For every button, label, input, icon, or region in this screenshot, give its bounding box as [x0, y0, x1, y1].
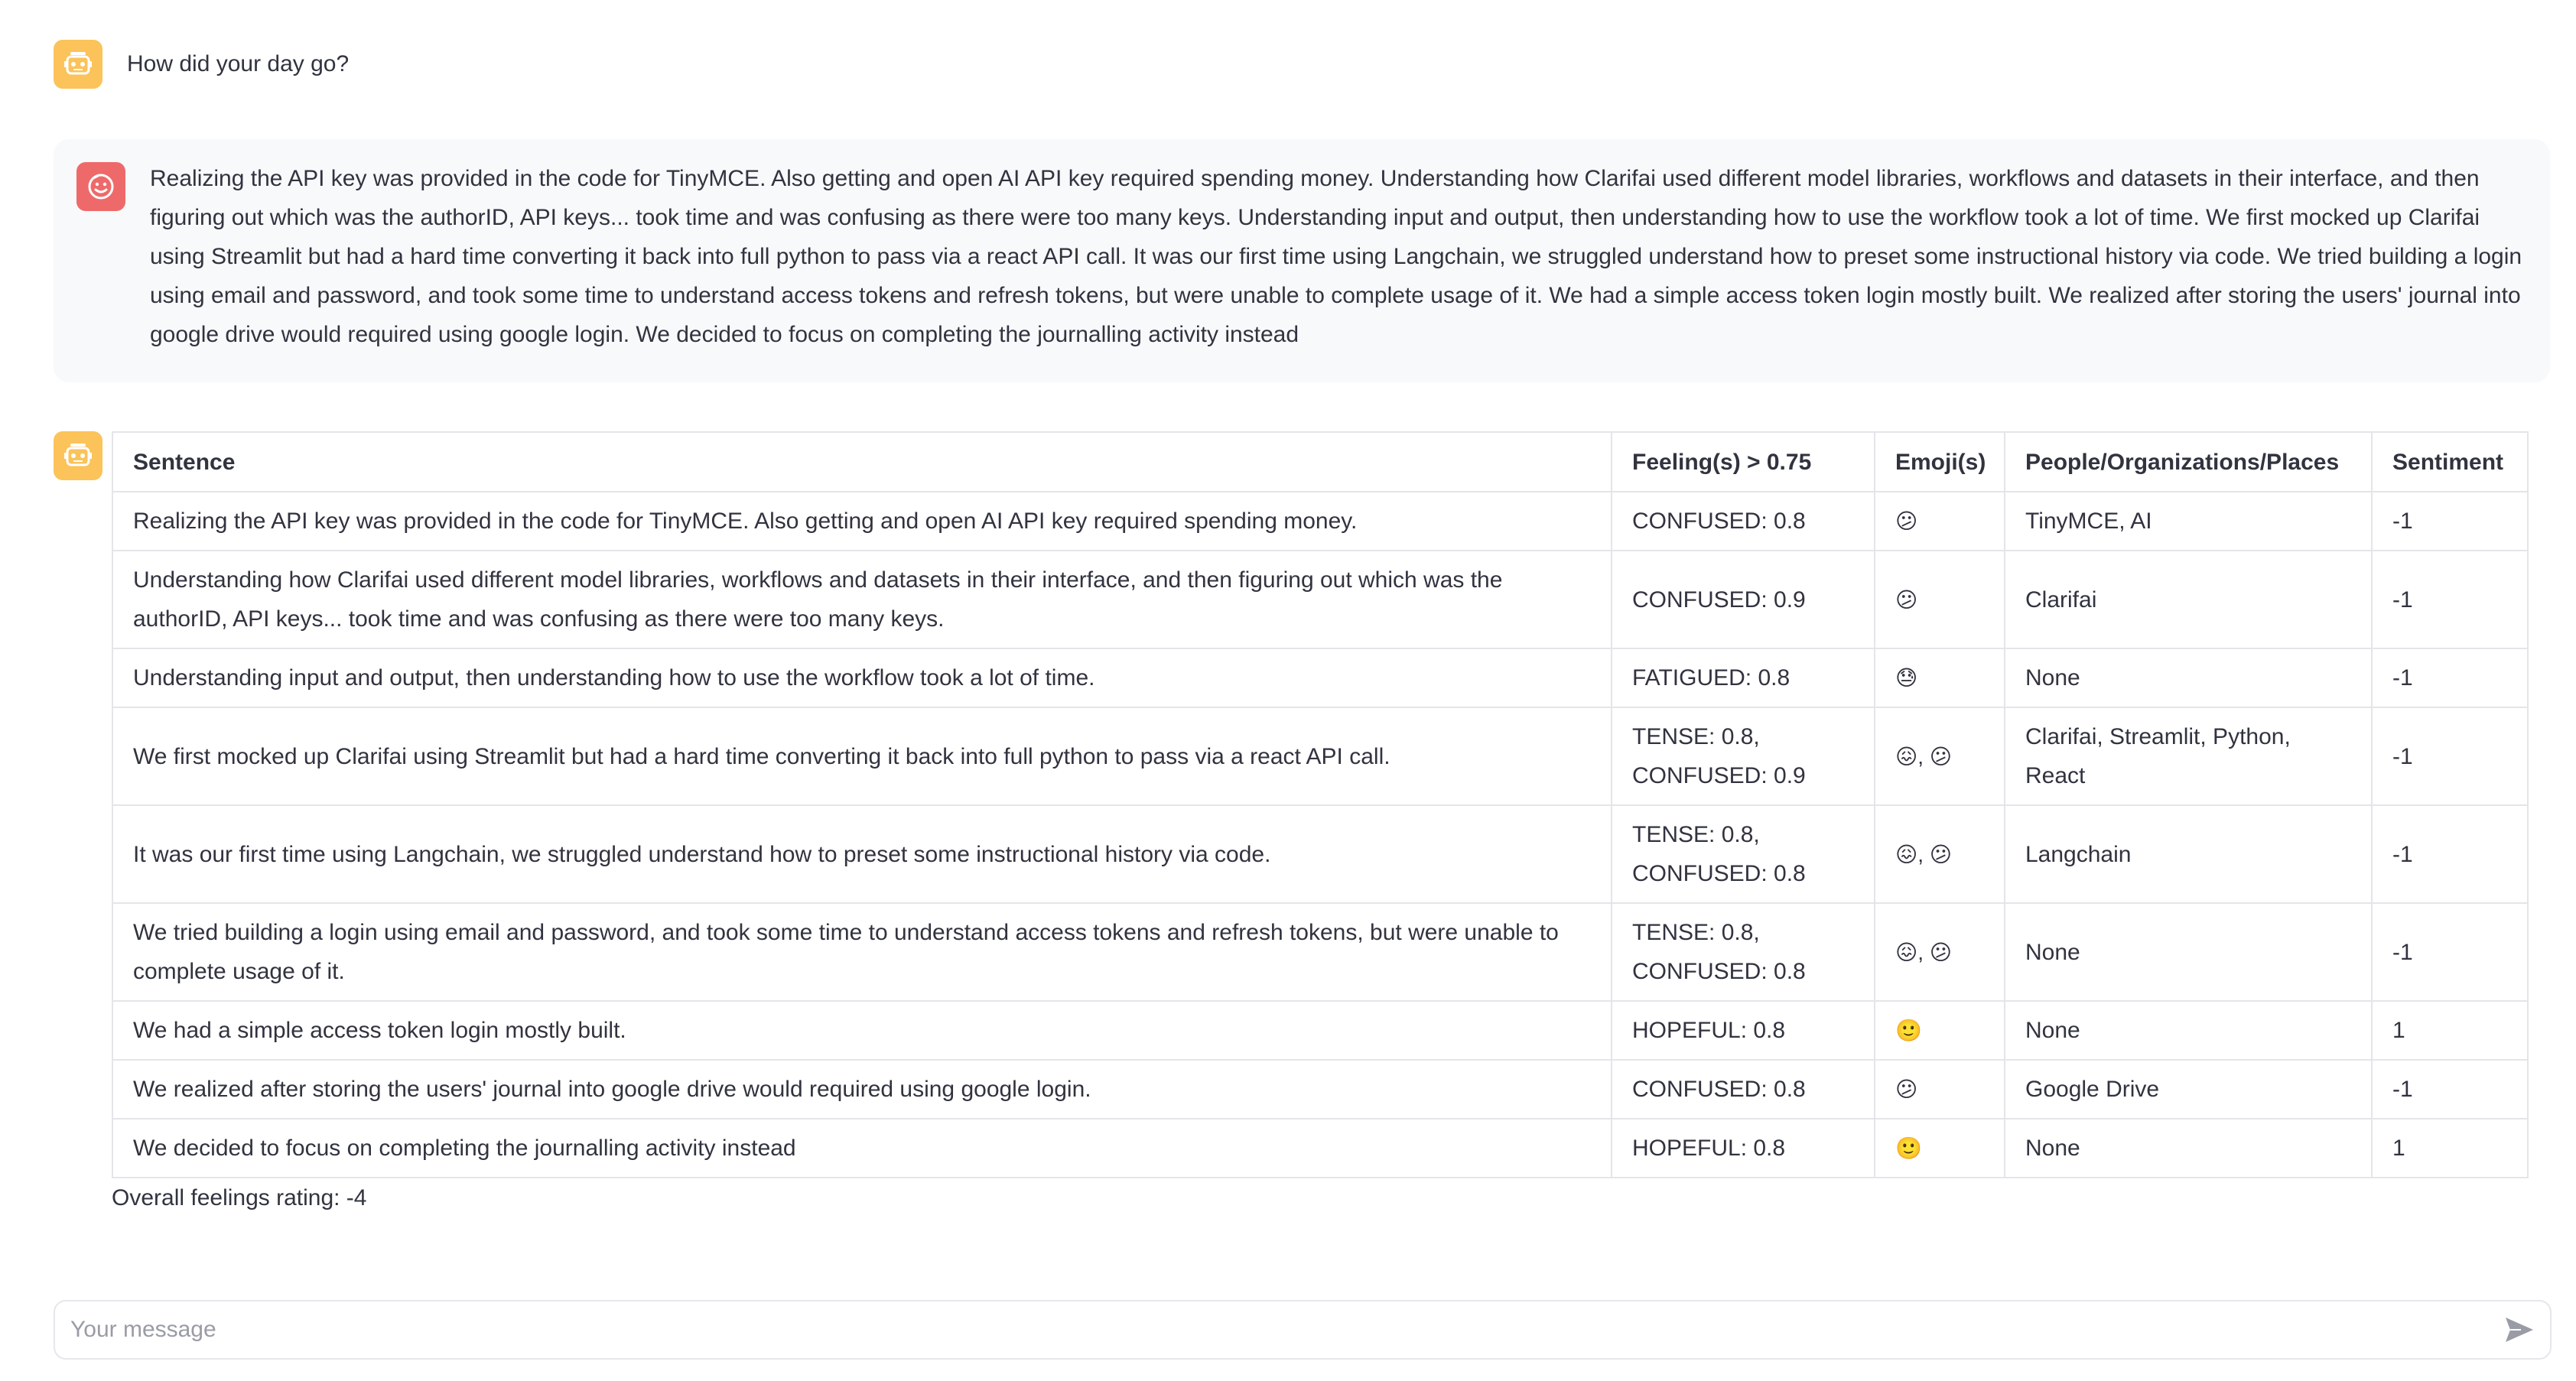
table-row [112, 903, 2528, 1001]
cell-sentence: Understanding input and output, then understanding how to use the workflow took a lot of time. [112, 648, 1612, 707]
table-row [112, 805, 2528, 903]
user-message [54, 139, 2550, 382]
chat-input-container [54, 1300, 2552, 1360]
cell-emoji: 😖, 😕 [1875, 707, 2005, 805]
cell-entities: Clarifai [2005, 551, 2372, 648]
header-entities: People/Organizations/Places [2005, 432, 2372, 492]
cell-sentiment: 1 [2372, 1119, 2528, 1178]
cell-sentiment: -1 [2372, 805, 2528, 903]
cell-sentence: We tried building a login using email and password, and took some time to understand access tokens and refresh tokens, but were unable to complete usage of it. [112, 903, 1612, 1001]
cell-feelings: HOPEFUL: 0.8 [1612, 1001, 1875, 1060]
cell-feelings: TENSE: 0.8, CONFUSED: 0.9 [1612, 707, 1875, 805]
cell-entities: TinyMCE, AI [2005, 492, 2372, 551]
header-feelings: Feeling(s) > 0.75 [1612, 432, 1875, 492]
send-icon[interactable] [2503, 1313, 2536, 1347]
cell-emoji: 🙂 [1875, 1001, 2005, 1060]
chat-input[interactable] [69, 1316, 2503, 1344]
analysis-body [112, 431, 2550, 1215]
header-sentiment: Sentiment [2372, 432, 2528, 492]
cell-sentiment: -1 [2372, 903, 2528, 1001]
cell-feelings: HOPEFUL: 0.8 [1612, 1119, 1875, 1178]
cell-sentence: We decided to focus on completing the journalling activity instead [112, 1119, 1612, 1178]
cell-feelings: TENSE: 0.8, CONFUSED: 0.8 [1612, 903, 1875, 1001]
cell-sentiment: -1 [2372, 648, 2528, 707]
cell-sentence: We realized after storing the users' journal into google drive would required using google login. [112, 1060, 1612, 1119]
cell-emoji: 😖, 😕 [1875, 805, 2005, 903]
analysis-table [112, 431, 2529, 1178]
cell-entities: None [2005, 903, 2372, 1001]
cell-emoji: 😕 [1875, 492, 2005, 551]
assistant-message-text: How did your day go? [127, 51, 350, 76]
cell-entities: None [2005, 1001, 2372, 1060]
cell-feelings: FATIGUED: 0.8 [1612, 648, 1875, 707]
cell-emoji: 😕 [1875, 1060, 2005, 1119]
cell-feelings: CONFUSED: 0.8 [1612, 492, 1875, 551]
table-row [112, 1001, 2528, 1060]
cell-feelings: CONFUSED: 0.8 [1612, 1060, 1875, 1119]
cell-sentiment: -1 [2372, 492, 2528, 551]
cell-entities: None [2005, 1119, 2372, 1178]
header-emojis: Emoji(s) [1875, 432, 2005, 492]
cell-emoji: 🙂 [1875, 1119, 2005, 1178]
cell-sentiment: 1 [2372, 1001, 2528, 1060]
cell-entities: Clarifai, Streamlit, Python, React [2005, 707, 2372, 805]
cell-sentiment: -1 [2372, 551, 2528, 648]
cell-feelings: TENSE: 0.8, CONFUSED: 0.8 [1612, 805, 1875, 903]
table-row [112, 492, 2528, 551]
cell-emoji: 😓 [1875, 648, 2005, 707]
cell-sentence: Understanding how Clarifai used different model libraries, workflows and datasets in their interface, and then figuring out which was the authorID, API keys... took time and was confusing as there were too many keys. [112, 551, 1612, 648]
table-row [112, 1119, 2528, 1178]
table-row [112, 1060, 2528, 1119]
cell-entities: Langchain [2005, 805, 2372, 903]
cell-sentiment: -1 [2372, 707, 2528, 805]
cell-feelings: CONFUSED: 0.9 [1612, 551, 1875, 648]
table-row [112, 707, 2528, 805]
header-sentence: Sentence [112, 432, 1612, 492]
cell-sentence: It was our first time using Langchain, we struggled understand how to preset some instructional history via code. [112, 805, 1612, 903]
assistant-message [54, 40, 2550, 89]
smiley-icon [76, 162, 125, 211]
robot-icon [54, 431, 102, 480]
robot-icon [54, 40, 102, 89]
table-header-row [112, 432, 2528, 492]
cell-sentence: Realizing the API key was provided in the code for TinyMCE. Also getting and open AI API key required spending money. [112, 492, 1612, 551]
cell-entities: None [2005, 648, 2372, 707]
user-message-text: Realizing the API key was provided in the code for TinyMCE. Also getting and open AI API key required spending money. Understanding how Clarifai used different model libraries, workflows and datasets in their interface, and then figuring out which was the authorID, API keys... took time and was confusing as there were too many keys. Understanding input and output, then understanding how to use the workflow took a lot of time. We first mocked up Clarifai using Streamlit but had a hard time converting it back into full python to pass via a react API call. It was our first time using Langchain, we struggled understand how to preset some instructional history via code. We tried building a login using email and password, and took some time to understand access tokens and refresh tokens, but were unable to complete usage of it. We had a simple access token login mostly built. We realized after storing the users' journal into google drive would required using google login. We decided to focus on completing the journalling activity instead [150, 166, 2522, 347]
overall-feelings-rating: Overall feelings rating: -4 [112, 1185, 367, 1210]
cell-sentence: We had a simple access token login mostly built. [112, 1001, 1612, 1060]
cell-emoji: 😖, 😕 [1875, 903, 2005, 1001]
cell-emoji: 😕 [1875, 551, 2005, 648]
cell-sentiment: -1 [2372, 1060, 2528, 1119]
table-row [112, 648, 2528, 707]
cell-entities: Google Drive [2005, 1060, 2372, 1119]
assistant-analysis-message [54, 431, 2550, 1215]
table-row [112, 551, 2528, 648]
cell-sentence: We first mocked up Clarifai using Streamlit but had a hard time converting it back into full python to pass via a react API call. [112, 707, 1612, 805]
